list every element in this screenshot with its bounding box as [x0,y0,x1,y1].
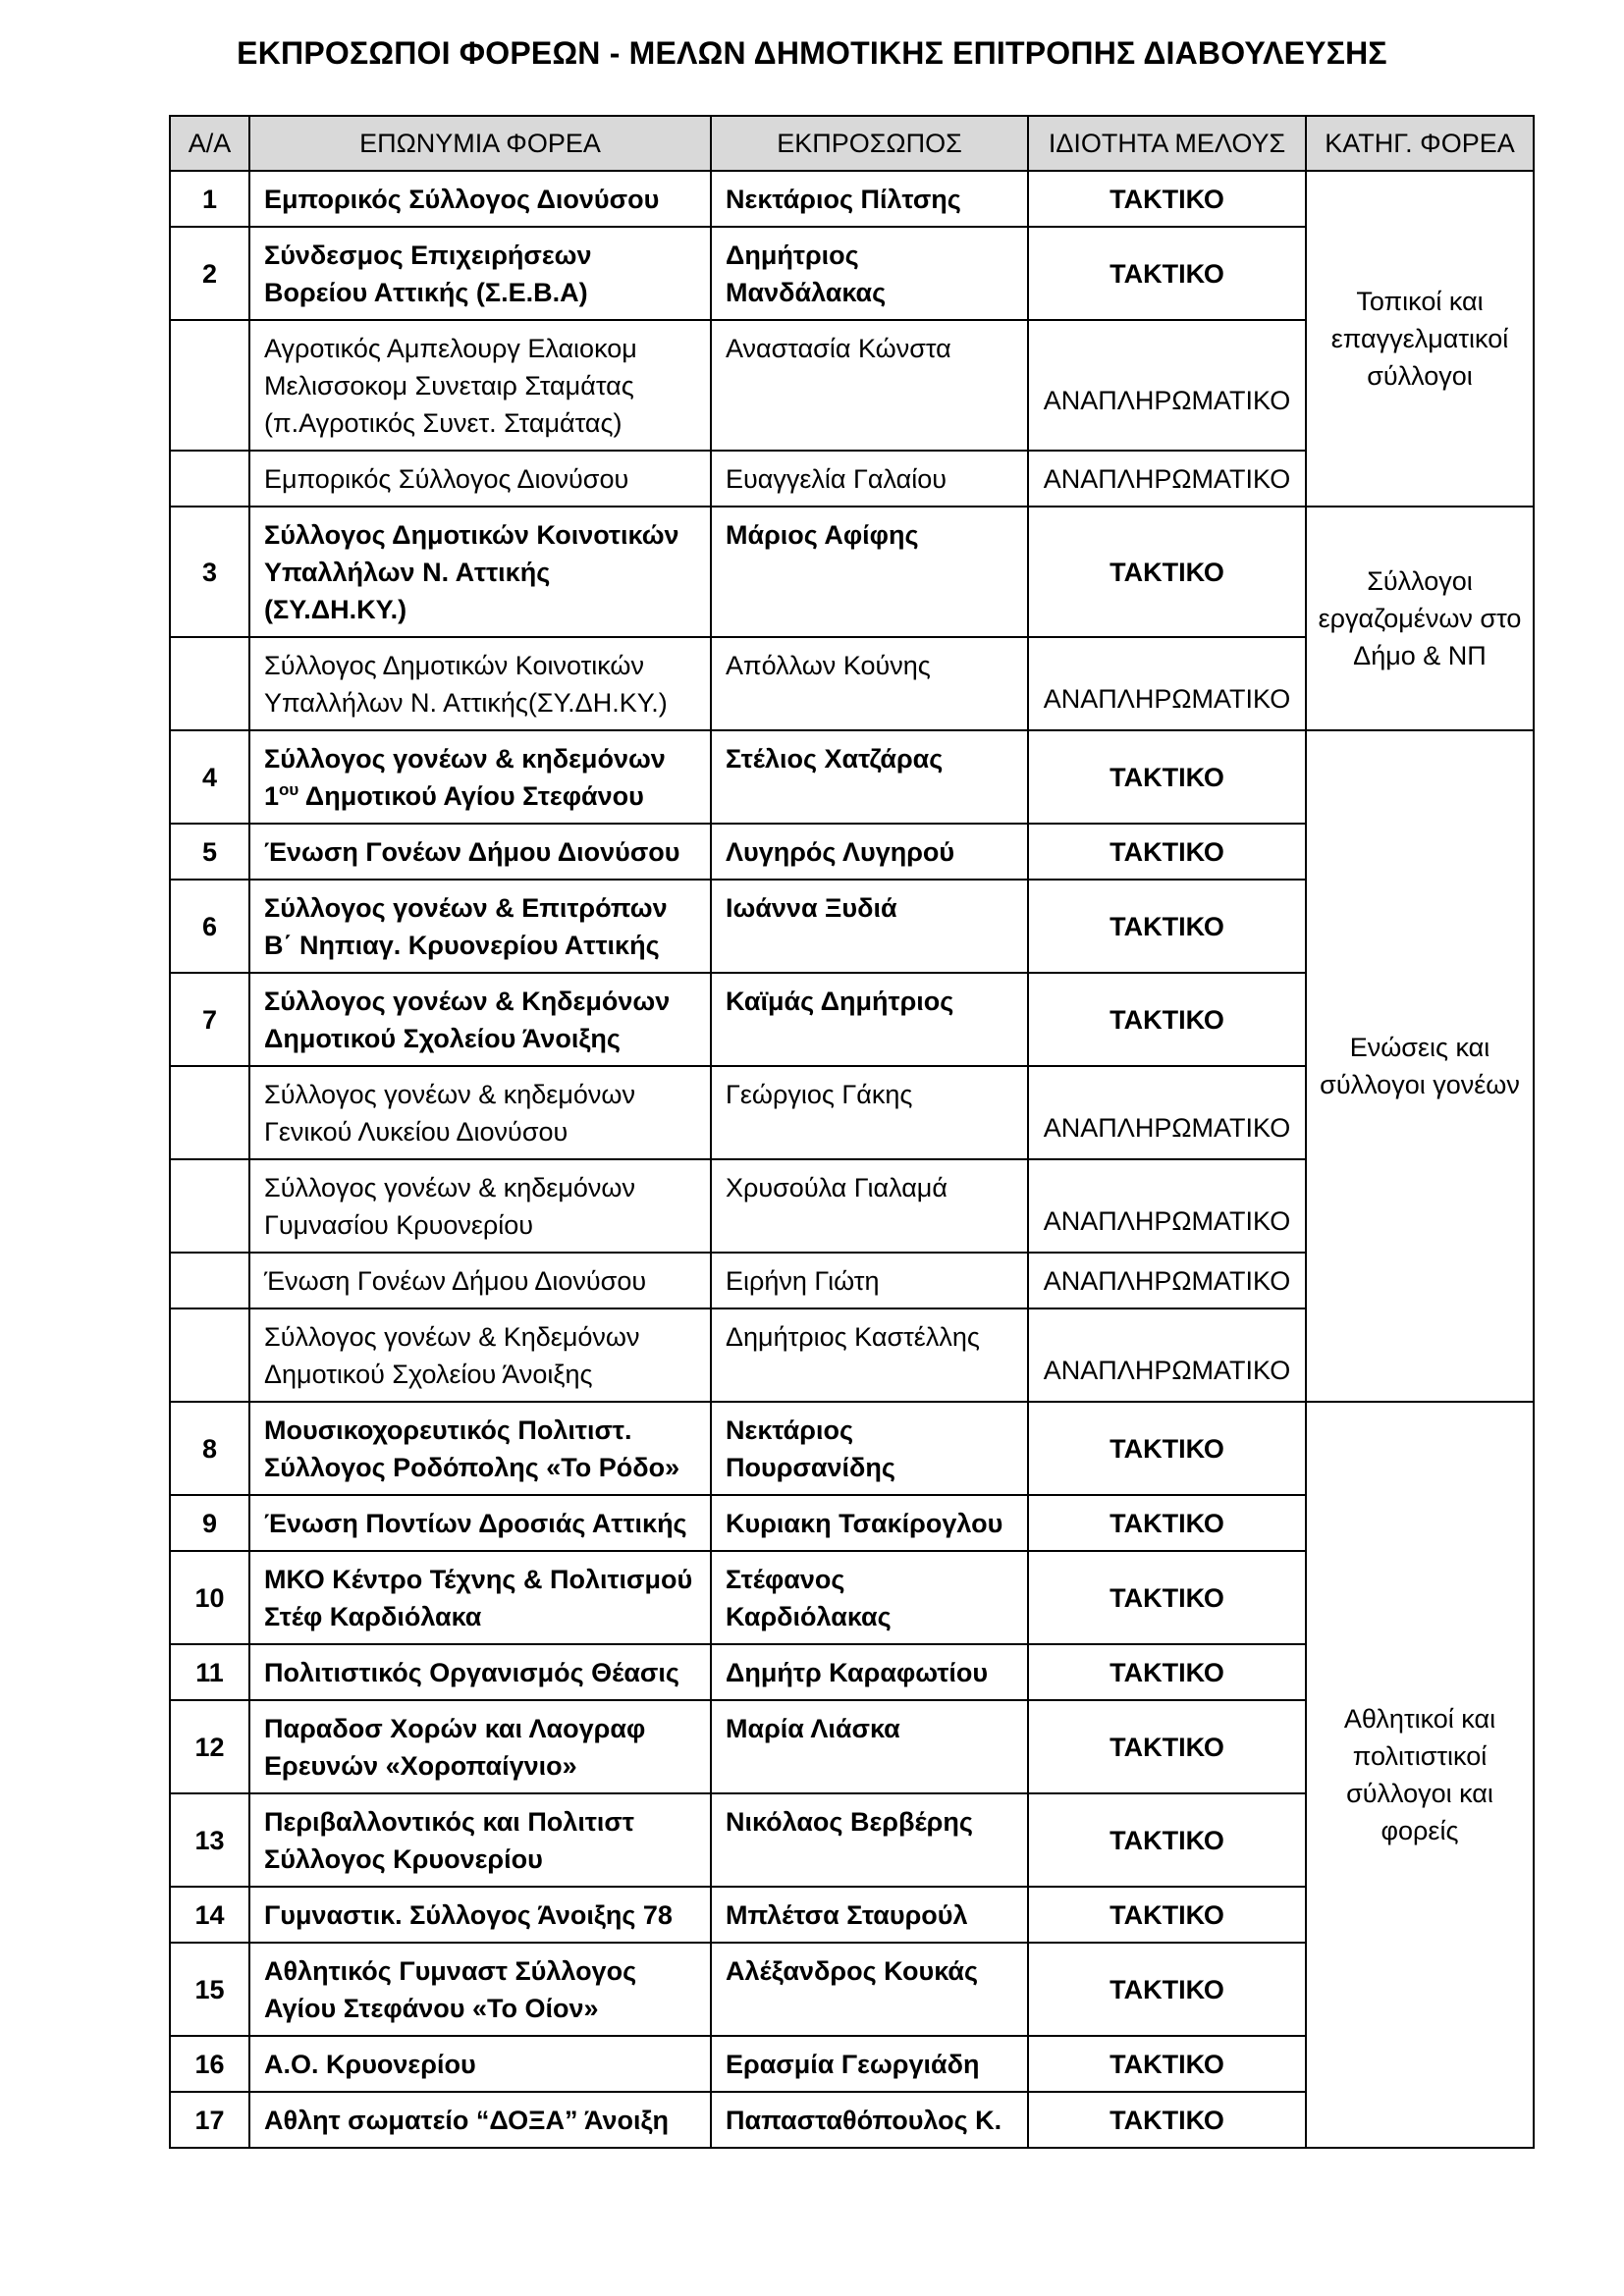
member-role: ΑΝΑΠΛΗΡΩΜΑΤΙΚΟ [1028,1253,1306,1308]
member-role: ΑΝΑΠΛΗΡΩΜΑΤΙΚΟ [1028,1308,1306,1402]
row-number: 5 [170,824,249,880]
member-role: ΤΑΚΤΙΚΟ [1028,824,1306,880]
representative: Ερασμία Γεωργιάδη [711,2036,1028,2092]
row-number [170,1066,249,1159]
org-name: Γυμναστικ. Σύλλογος Άνοιξης 78 [249,1887,711,1943]
org-name: Παραδοσ Χορών και Λαογραφ Ερευνών «Χοροπαίγνιο» [249,1700,711,1793]
org-name [249,730,711,824]
org-name: Μουσικοχορευτικός Πολιτιστ. Σύλλογος Ροδόπολης «Το Ρόδο» [249,1402,711,1495]
representative: Κυριακη Τσακίρογλου [711,1495,1028,1551]
org-name: Αγροτικός Αμπελουργ Ελαιοκομ Μελισσοκομ Συνεταιρ Σταμάτας (π.Αγροτικός Συνετ. Σταμάτας) [249,320,711,451]
org-name: ΜΚΟ Κέντρο Τέχνης & Πολιτισμού Στέφ Καρδιόλακα [249,1551,711,1644]
member-role: ΤΑΚΤΙΚΟ [1028,2092,1306,2148]
representative: Αναστασία Κώνστα [711,320,1028,451]
representative: Δημήτρ Καραφωτίου [711,1644,1028,1700]
row-number [170,637,249,730]
category-sports: Αθλητικοί και πολιτιστικοί σύλλογοι και φορείς [1306,1402,1534,2148]
member-role: ΤΑΚΤΙΚΟ [1028,1793,1306,1887]
row-number [170,1159,249,1253]
org-name-part: Σύλλογος γονέων & κηδεμόνων 1 [264,744,666,811]
row-number: 14 [170,1887,249,1943]
representative: Γεώργιος Γάκης [711,1066,1028,1159]
representative: Ευαγγελία Γαλαίου [711,451,1028,507]
member-role: ΤΑΚΤΙΚΟ [1028,507,1306,637]
row-number [170,320,249,451]
org-name: Σύλλογος Δημοτικών Κοινοτικών Υπαλλήλων Ν. Αττικής (ΣΥ.ΔΗ.ΚΥ.) [249,507,711,637]
member-role: ΤΑΚΤΙΚΟ [1028,730,1306,824]
member-role: ΤΑΚΤΙΚΟ [1028,171,1306,227]
row-number: 15 [170,1943,249,2036]
category-local: Τοπικοί και επαγγελματικοί σύλλογοι [1306,171,1534,507]
representative: Δημήτριος Μανδάλακας [711,227,1028,320]
org-name: Α.Ο. Κρυονερίου [249,2036,711,2092]
row-number [170,451,249,507]
table-row [170,1402,1534,1495]
org-name: Ένωση Γονέων Δήμου Διονύσου [249,1253,711,1308]
row-number: 12 [170,1700,249,1793]
table-row [170,730,1534,824]
org-name: Σύλλογος γονέων & Κηδεμόνων Δημοτικού Σχολείου Άνοιξης [249,973,711,1066]
member-role: ΤΑΚΤΙΚΟ [1028,1644,1306,1700]
representative: Ιωάννα Ξυδιά [711,880,1028,973]
row-number: 2 [170,227,249,320]
member-role: ΤΑΚΤΙΚΟ [1028,227,1306,320]
table-row [170,507,1534,637]
member-role: ΑΝΑΠΛΗΡΩΜΑΤΙΚΟ [1028,1159,1306,1253]
representative: Μπλέτσα Σταυρούλ [711,1887,1028,1943]
row-number: 16 [170,2036,249,2092]
member-role: ΤΑΚΤΙΚΟ [1028,1700,1306,1793]
org-name: Σύλλογος γονέων & Επιτρόπων Β΄ Νηπιαγ. Κρυονερίου Αττικής [249,880,711,973]
table-header-row [170,116,1534,171]
representative: Αλέξανδρος Κουκάς [711,1943,1028,2036]
row-number: 9 [170,1495,249,1551]
row-number: 1 [170,171,249,227]
member-role: ΤΑΚΤΙΚΟ [1028,880,1306,973]
org-name: Πολιτιστικός Οργανισμός Θέασις [249,1644,711,1700]
member-role: ΤΑΚΤΙΚΟ [1028,1551,1306,1644]
org-name: Σύλλογος γονέων & κηδεμόνων Γενικού Λυκείου Διονύσου [249,1066,711,1159]
representative: Νεκτάριος Πίλτσης [711,171,1028,227]
row-number: 6 [170,880,249,973]
table-row [170,171,1534,227]
row-number: 10 [170,1551,249,1644]
org-name: Εμπορικός Σύλλογος Διονύσου [249,171,711,227]
org-name: Εμπορικός Σύλλογος Διονύσου [249,451,711,507]
row-number: 13 [170,1793,249,1887]
org-name: Σύλλογος γονέων & κηδεμόνων Γυμνασίου Κρυονερίου [249,1159,711,1253]
representative: Δημήτριος Καστέλλης [711,1308,1028,1402]
org-name: Σύλλογος γονέων & Κηδεμόνων Δημοτικού Σχολείου Άνοιξης [249,1308,711,1402]
org-name: Σύλλογος Δημοτικών Κοινοτικών Υπαλλήλων Ν. Αττικής(ΣΥ.ΔΗ.ΚΥ.) [249,637,711,730]
representative: Απόλλων Κούνης [711,637,1028,730]
member-role: ΑΝΑΠΛΗΡΩΜΑΤΙΚΟ [1028,637,1306,730]
header-aa: Α/Α [170,116,249,171]
row-number: 4 [170,730,249,824]
member-role: ΤΑΚΤΙΚΟ [1028,2036,1306,2092]
header-rep: ΕΚΠΡΟΣΩΠΟΣ [711,116,1028,171]
row-number: 3 [170,507,249,637]
header-cat: ΚΑΤΗΓ. ΦΟΡΕΑ [1306,116,1534,171]
row-number [170,1253,249,1308]
representative: Παπασταθόπουλος Κ. [711,2092,1028,2148]
representative: Στέλιος Χατζάρας [711,730,1028,824]
member-role: ΤΑΚΤΙΚΟ [1028,973,1306,1066]
representative: Μαρία Λιάσκα [711,1700,1028,1793]
representative: Νεκτάριος Πουρσανίδης [711,1402,1028,1495]
org-name: Ένωση Γονέων Δήμου Διονύσου [249,824,711,880]
representative: Νικόλαος Βερβέρης [711,1793,1028,1887]
row-number: 11 [170,1644,249,1700]
row-number: 7 [170,973,249,1066]
category-parents: Ενώσεις και σύλλογοι γονέων [1306,730,1534,1402]
row-number [170,1308,249,1402]
header-role: ΙΔΙΟΤΗΤΑ ΜΕΛΟΥΣ [1028,116,1306,171]
row-number: 8 [170,1402,249,1495]
page-title: ΕΚΠΡΟΣΩΠΟΙ ΦΟΡΕΩΝ - ΜΕΛΩΝ ΔΗΜΟΤΙΚΗΣ ΕΠΙΤΡΟΠΗΣ ΔΙΑΒΟΥΛΕΥΣΗΣ [237,35,1387,71]
representative: Λυγηρός Λυγηρού [711,824,1028,880]
representative: Μάριος Αφίφης [711,507,1028,637]
member-role: ΤΑΚΤΙΚΟ [1028,1943,1306,2036]
member-role: ΑΝΑΠΛΗΡΩΜΑΤΙΚΟ [1028,451,1306,507]
category-workers: Σύλλογοι εργαζομένων στο Δήμο & ΝΠ [1306,507,1534,730]
member-role: ΤΑΚΤΙΚΟ [1028,1402,1306,1495]
org-name: Αθλητ σωματείο “ΔΟΞΑ” Άνοιξη [249,2092,711,2148]
org-name-part: Δημοτικού Αγίου Στεφάνου [298,781,644,811]
org-name: Ένωση Ποντίων Δροσιάς Αττικής [249,1495,711,1551]
member-role: ΤΑΚΤΙΚΟ [1028,1887,1306,1943]
representative: Καϊμάς Δημήτριος [711,973,1028,1066]
ordinal-superscript: ου [279,780,299,799]
representative: Χρυσούλα Γιαλαμά [711,1159,1028,1253]
member-role: ΑΝΑΠΛΗΡΩΜΑΤΙΚΟ [1028,320,1306,451]
org-name: Περιβαλλοντικός και Πολιτιστ Σύλλογος Κρυονερίου [249,1793,711,1887]
representative: Στέφανος Καρδιόλακας [711,1551,1028,1644]
header-org: ΕΠΩΝΥΜΙΑ ΦΟΡΕΑ [249,116,711,171]
org-name: Αθλητικός Γυμναστ Σύλλογος Αγίου Στεφάνου «Το Οίον» [249,1943,711,2036]
member-role: ΑΝΑΠΛΗΡΩΜΑΤΙΚΟ [1028,1066,1306,1159]
row-number: 17 [170,2092,249,2148]
member-role: ΤΑΚΤΙΚΟ [1028,1495,1306,1551]
representative: Ειρήνη Γιώτη [711,1253,1028,1308]
representatives-table [169,115,1535,2149]
org-name: Σύνδεσμος Επιχειρήσεων Βορείου Αττικής (Σ.Ε.Β.Α) [249,227,711,320]
